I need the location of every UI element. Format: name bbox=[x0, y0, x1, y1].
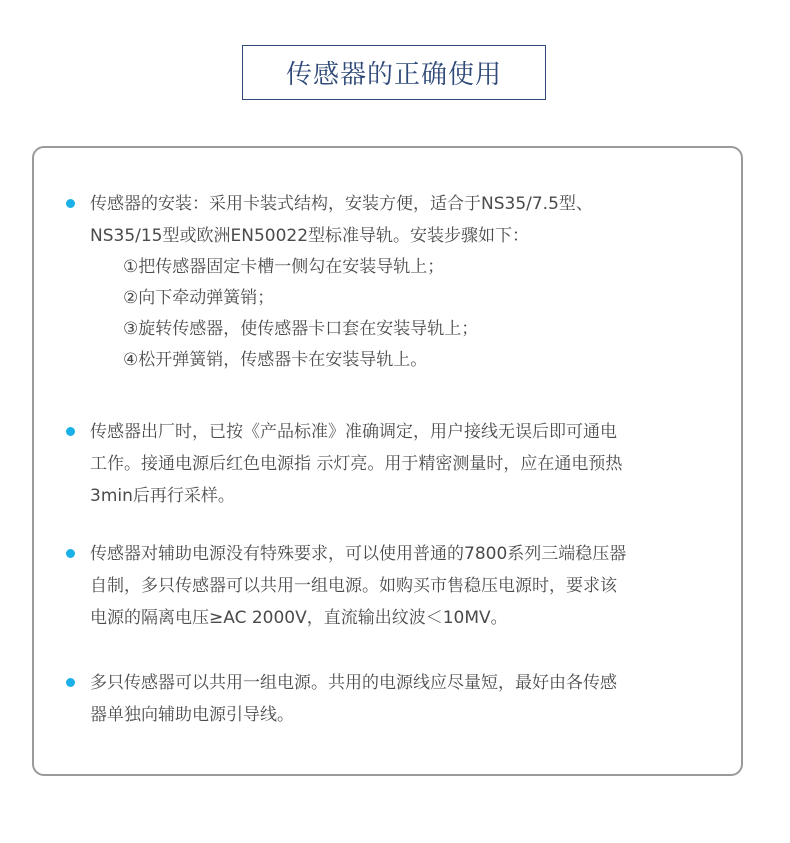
section-power-supply bbox=[90, 538, 730, 634]
step-line: ④松开弹簧销，传感器卡在安装导轨上。 bbox=[123, 350, 428, 370]
title-frame bbox=[242, 45, 546, 100]
paragraph-line: 3min后再行采样。 bbox=[90, 486, 235, 506]
bullet-dot bbox=[66, 199, 75, 208]
step-line: ②向下牵动弹簧销； bbox=[123, 288, 275, 308]
bullet-dot bbox=[66, 427, 75, 436]
paragraph-line: 器单独向辅助电源引导线。 bbox=[90, 705, 294, 725]
paragraph-line: 自制，多只传感器可以共用一组电源。如购买市售稳压电源时，要求该 bbox=[90, 576, 617, 596]
content-card bbox=[32, 146, 743, 776]
paragraph-line: 工作。接通电源后红色电源指 示灯亮。用于精密测量时，应在通电预热 bbox=[90, 454, 623, 474]
step-line: ③旋转传感器，使传感器卡口套在安装导轨上； bbox=[123, 319, 479, 339]
paragraph-line: NS35/15型或欧洲EN50022型标准导轨。安装步骤如下： bbox=[90, 226, 530, 246]
section-installation bbox=[90, 188, 730, 376]
bullet-dot bbox=[66, 678, 75, 687]
paragraph-line: 传感器对辅助电源没有特殊要求，可以使用普通的7800系列三端稳压器 bbox=[90, 544, 627, 564]
section-calibration bbox=[90, 416, 730, 512]
bullet-dot bbox=[66, 549, 75, 558]
section-shared-power bbox=[90, 667, 730, 731]
paragraph-line: 电源的隔离电压≥AC 2000V，直流输出纹波＜10MV。 bbox=[90, 608, 508, 628]
paragraph-line: 多只传感器可以共用一组电源。共用的电源线应尽量短，最好由各传感 bbox=[90, 673, 617, 693]
paragraph-line: 传感器出厂时，已按《产品标准》准确调定，用户接线无误后即可通电 bbox=[90, 422, 617, 442]
page-title: 传感器的正确使用 bbox=[285, 60, 502, 90]
paragraph-line: 传感器的安装：采用卡装式结构，安装方便，适合于NS35/7.5型、 bbox=[90, 194, 593, 214]
step-line: ①把传感器固定卡槽一侧勾在安装导轨上； bbox=[123, 257, 445, 277]
